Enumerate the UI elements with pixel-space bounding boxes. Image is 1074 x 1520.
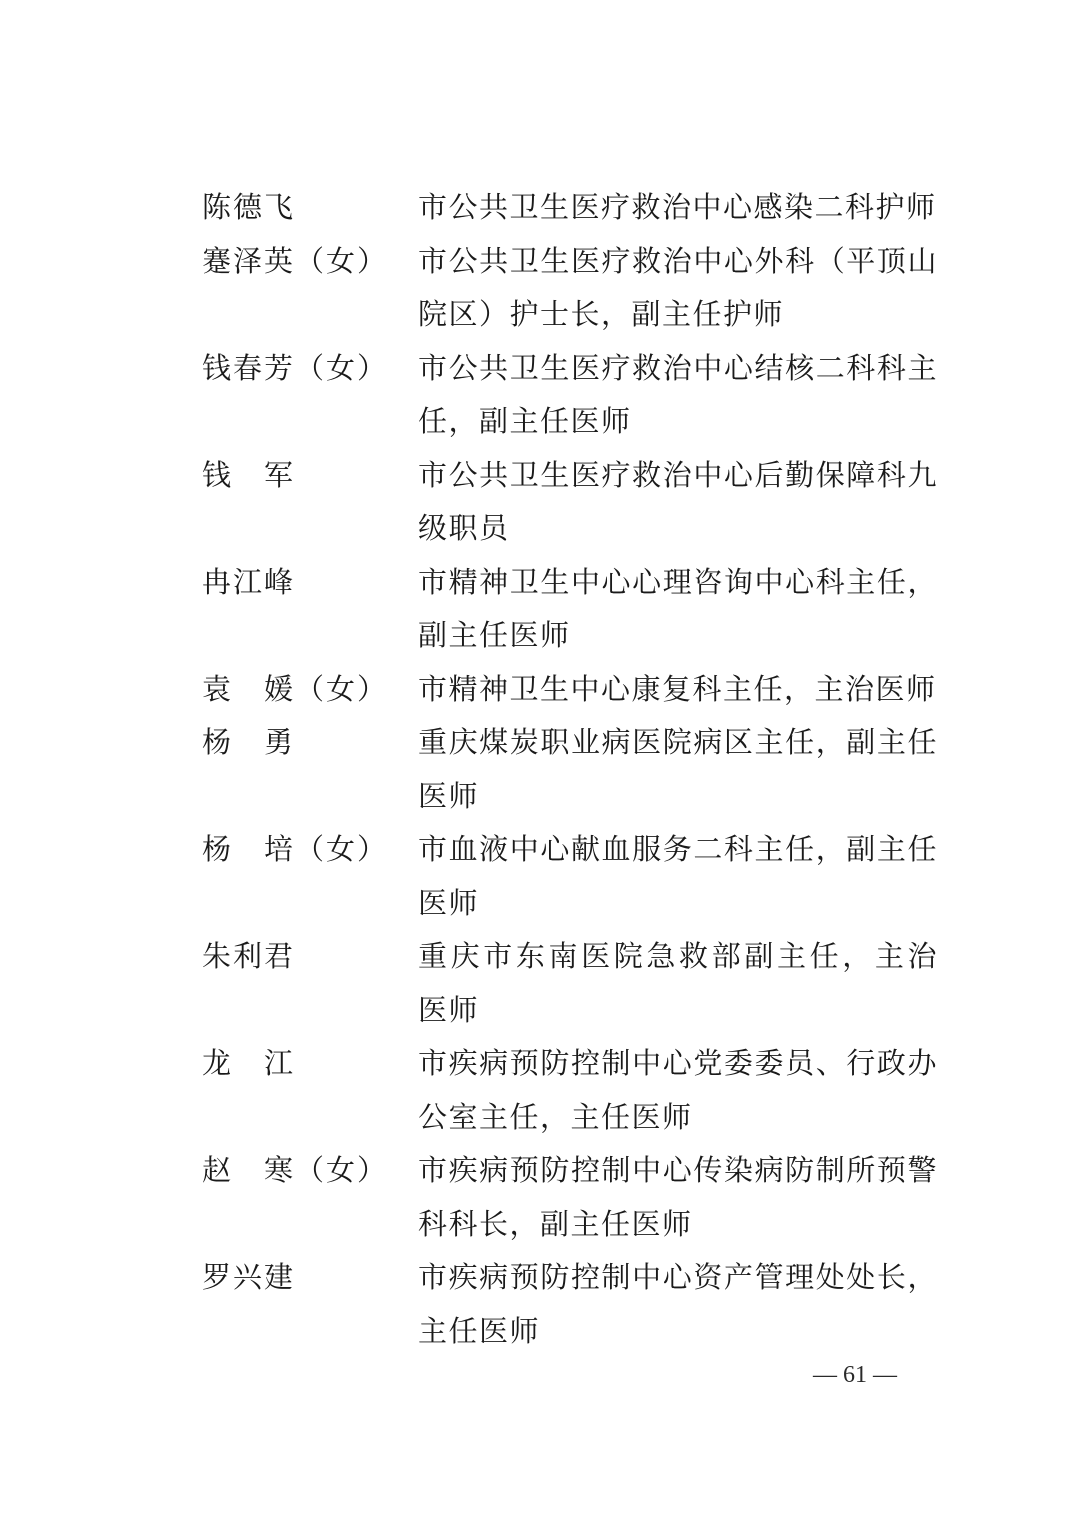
person-position: [418, 1037, 938, 1144]
position-text-line: 市公共卫生医疗救治中心感染二科护师: [418, 190, 937, 224]
position-text-line: 市精神卫生中心康复科主任，主治医师: [418, 671, 937, 706]
position-text-line: 公室主任，主任医师: [418, 1099, 693, 1134]
person-position: [418, 823, 938, 930]
position-text-line: 院区）护士长，副主任护师: [418, 297, 785, 331]
position-text-line: 市精神卫生中心心理咨询中心科主任，: [418, 564, 938, 599]
person-position: [418, 930, 938, 1037]
list-item: [202, 449, 942, 556]
list-item: [202, 1037, 942, 1144]
position-text-line: 市疾病预防控制中心资产管理处处长，: [418, 1260, 938, 1294]
list-item: [202, 663, 942, 717]
person-position: [418, 663, 938, 717]
person-position: [418, 1251, 938, 1358]
person-name: 陈德飞: [202, 190, 296, 224]
list-item: [202, 235, 942, 342]
position-text-line: 重庆煤炭职业病医院病区主任，副主任: [418, 725, 938, 759]
position-text-line: 市公共卫生医疗救治中心后勤保障科九: [418, 457, 938, 492]
page-number: — 61 —: [813, 1362, 897, 1388]
person-name: 冉江峰: [202, 564, 296, 599]
position-text-line: 任，副主任医师: [418, 404, 632, 438]
position-text-line: 级职员: [418, 511, 510, 545]
list-item: [202, 556, 942, 663]
person-position: [418, 556, 938, 663]
position-text-line: 重庆市东南医院急救部副主任，主治: [418, 939, 938, 973]
position-text-line: 医师: [418, 992, 480, 1027]
position-text-line: 医师: [418, 778, 480, 813]
position-text-line: 市疾病预防控制中心传染病防制所预警: [418, 1153, 938, 1187]
person-position: [418, 1144, 938, 1251]
person-position: [418, 716, 938, 823]
person-name: 钱 军: [202, 457, 296, 492]
list-item: [202, 823, 942, 930]
person-name: 龙 江: [202, 1046, 296, 1080]
person-name: 杨 勇: [202, 725, 296, 759]
person-name: 钱春芳（女）: [202, 350, 389, 385]
position-text-line: 科科长，副主任医师: [418, 1206, 693, 1241]
position-text-line: 主任医师: [418, 1313, 541, 1348]
list-item: [202, 716, 942, 823]
list-item: [202, 1251, 942, 1358]
list-item: [202, 342, 942, 449]
person-name: 朱利君: [202, 939, 296, 973]
person-position: [418, 235, 938, 342]
person-position: [418, 449, 938, 556]
person-name: 罗兴建: [202, 1260, 296, 1294]
position-text-line: 副主任医师: [418, 618, 571, 652]
person-name: 袁 媛（女）: [202, 671, 389, 706]
position-text-line: 市公共卫生医疗救治中心外科（平顶山: [418, 243, 938, 278]
personnel-list: [202, 181, 942, 1358]
person-position: [418, 342, 938, 449]
position-text-line: 医师: [418, 885, 480, 920]
person-name: 赵 寒（女）: [202, 1153, 389, 1187]
position-text-line: 市公共卫生医疗救治中心结核二科科主: [418, 350, 938, 385]
person-name: 杨 培（女）: [202, 832, 389, 866]
person-position: [418, 181, 938, 235]
position-text-line: 市疾病预防控制中心党委委员、行政办: [418, 1046, 938, 1080]
person-name: 蹇泽英（女）: [202, 243, 389, 278]
list-item: [202, 930, 942, 1037]
position-text-line: 市血液中心献血服务二科主任，副主任: [418, 832, 938, 866]
list-item: [202, 181, 942, 235]
list-item: [202, 1144, 942, 1251]
